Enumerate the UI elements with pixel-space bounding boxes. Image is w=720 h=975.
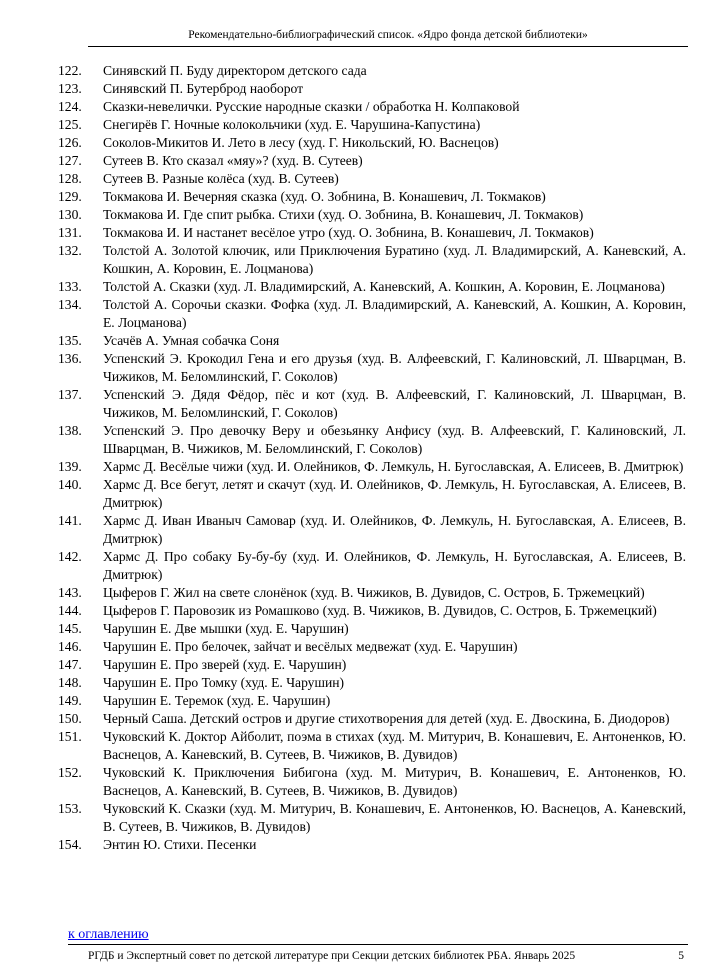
item-text: Синявский П. Бутерброд наоборот [103,81,304,96]
item-text: Хармс Д. Иван Иваныч Самовар (худ. И. Олейников, Ф. Лемкуль, Н. Бугославская, А. Елисеев, В. Дмитрюк) [103,513,686,546]
item-text: Токмакова И. Где спит рыбка. Стихи (худ. О. Зобнина, В. Конашевич, Л. Токмаков) [103,207,584,222]
item-number: 151. [58,729,82,744]
item-text: Толстой А. Золотой ключик, или Приключения Буратино (худ. Л. Владимирский, А. Каневский, А. Кошкин, А. Коровин, Е. Лоцманова) [103,243,686,276]
list-item [58,836,686,854]
list-item [58,170,686,188]
item-number: 140. [58,477,82,492]
item-text: Чарушин Е. Про зверей (худ. Е. Чарушин) [103,657,347,672]
list-item [58,116,686,134]
list-item [58,656,686,674]
item-number: 144. [58,603,82,618]
list-item [58,728,686,764]
item-text: Чуковский К. Приключения Бибигона (худ. М. Митурич, В. Конашевич, Е. Антоненков, Ю. Васнецов, А. Каневский, В. Сутеев, В. Чижиков, В. Дувидов) [103,765,686,798]
page-number: 5 [678,950,684,962]
header-title: Рекомендательно-библиографический список. «Ядро фонда детской библиотеки» [188,29,588,41]
item-number: 136. [58,351,82,366]
item-text: Сказки-невелички. Русские народные сказки / обработка Н. Колпаковой [103,99,520,114]
item-text: Успенский Э. Крокодил Гена и его друзья (худ. В. Алфеевский, Г. Калиновский, Л. Шварцман, В. Чижиков, М. Беломлинский, Г. Соколов) [103,351,686,384]
item-number: 149. [58,693,82,708]
item-text: Цыферов Г. Жил на свете слонёнок (худ. В. Чижиков, В. Дувидов, С. Остров, Б. Тржемецкий) [103,585,645,600]
list-item [58,458,686,476]
item-number: 141. [58,513,82,528]
list-item [58,674,686,692]
item-number: 122. [58,63,82,78]
item-text: Черный Саша. Детский остров и другие стихотворения для детей (худ. Е. Двоскина, Б. Диодоров) [103,711,670,726]
list-item [58,800,686,836]
item-number: 153. [58,801,82,816]
item-text: Токмакова И. И настанет весёлое утро (худ. О. Зобнина, В. Конашевич, Л. Токмаков) [103,225,594,240]
item-number: 126. [58,135,82,150]
item-text: Чарушин Е. Про Томку (худ. Е. Чарушин) [103,675,345,690]
list-item [58,278,686,296]
table-of-contents-link[interactable]: к оглавлению [68,927,149,942]
item-number: 146. [58,639,82,654]
item-number: 142. [58,549,82,564]
item-text: Хармс Д. Весёлые чижи (худ. И. Олейников, Ф. Лемкуль, Н. Бугославская, А. Елисеев, В. Дмитрюк) [103,459,684,474]
item-text: Токмакова И. Вечерняя сказка (худ. О. Зобнина, В. Конашевич, Л. Токмаков) [103,189,546,204]
list-item [58,476,686,512]
item-text: Толстой А. Сказки (худ. Л. Владимирский, А. Каневский, А. Кошкин, А. Коровин, Е. Лоцманова) [103,279,665,294]
item-number: 152. [58,765,82,780]
list-item [58,512,686,548]
item-text: Чуковский К. Сказки (худ. М. Митурич, В. Конашевич, Е. Антоненков, Ю. Васнецов, А. Каневский, В. Сутеев, В. Чижиков, В. Дувидов) [103,801,686,834]
item-text: Сутеев В. Кто сказал «мяу»? (худ. В. Сутеев) [103,153,363,168]
item-number: 137. [58,387,82,402]
item-text: Сутеев В. Разные колёса (худ. В. Сутеев) [103,171,339,186]
item-number: 125. [58,117,82,132]
item-number: 139. [58,459,82,474]
list-item [58,80,686,98]
list-item [58,332,686,350]
item-number: 130. [58,207,82,222]
item-number: 124. [58,99,82,114]
item-text: Синявский П. Буду директором детского сада [103,63,367,78]
list-item [58,602,686,620]
item-text: Снегирёв Г. Ночные колокольчики (худ. Е. Чарушина-Капустина) [103,117,481,132]
list-item [58,206,686,224]
list-item [58,548,686,584]
item-text: Толстой А. Сорочьи сказки. Фофка (худ. Л. Владимирский, А. Каневский, А. Кошкин, А. Коровин, Е. Лоцманова) [103,297,686,330]
item-number: 134. [58,297,82,312]
running-header [88,24,688,47]
footer-text: РГДБ и Экспертный совет по детской литературе при Секции детских библиотек РБА. Январь 2025 [88,950,576,962]
list-item [58,350,686,386]
list-item [58,620,686,638]
item-number: 123. [58,81,82,96]
item-number: 147. [58,657,82,672]
item-number: 145. [58,621,82,636]
item-text: Чуковский К. Доктор Айболит, поэма в стихах (худ. М. Митурич, В. Конашевич, Е. Антоненков, Ю. Васнецов, А. Каневский, В. Сутеев, В. Чижиков, В. Дувидов) [103,729,686,762]
item-text: Энтин Ю. Стихи. Песенки [103,837,257,852]
item-text: Чарушин Е. Про белочек, зайчат и весёлых медвежат (худ. Е. Чарушин) [103,639,518,654]
list-item [58,638,686,656]
list-item [58,296,686,332]
item-number: 154. [58,837,82,852]
list-item [58,62,686,80]
item-text: Хармс Д. Про собаку Бу-бу-бу (худ. И. Олейников, Ф. Лемкуль, Н. Бугославская, А. Елисеев, В. Дмитрюк) [103,549,686,582]
list-item [58,188,686,206]
running-footer [68,944,688,962]
item-text: Успенский Э. Про девочку Веру и обезьянку Анфису (худ. В. Алфеевский, Г. Калиновский, Л. Шварцман, В. Чижиков, М. Беломлинский, Г. Соколов) [103,423,686,456]
list-item [58,386,686,422]
list-item [58,710,686,728]
item-text: Соколов-Микитов И. Лето в лесу (худ. Г. Никольский, Ю. Васнецов) [103,135,499,150]
item-number: 127. [58,153,82,168]
item-number: 138. [58,423,82,438]
item-number: 143. [58,585,82,600]
item-number: 148. [58,675,82,690]
item-number: 133. [58,279,82,294]
item-text: Хармс Д. Все бегут, летят и скачут (худ. И. Олейников, Ф. Лемкуль, Н. Бугославская, А. Елисеев, В. Дмитрюк) [103,477,686,510]
bibliography-list [58,62,686,854]
list-item [58,242,686,278]
list-item [58,692,686,710]
list-item [58,584,686,602]
item-number: 129. [58,189,82,204]
item-text: Усачёв А. Умная собачка Соня [103,333,280,348]
item-text: Чарушин Е. Две мышки (худ. Е. Чарушин) [103,621,349,636]
list-item [58,98,686,116]
list-item [58,134,686,152]
item-number: 131. [58,225,82,240]
list-item [58,764,686,800]
item-number: 128. [58,171,82,186]
item-number: 150. [58,711,82,726]
list-item [58,152,686,170]
item-number: 135. [58,333,82,348]
item-number: 132. [58,243,82,258]
item-text: Цыферов Г. Паровозик из Ромашково (худ. В. Чижиков, В. Дувидов, С. Остров, Б. Тржемецкий) [103,603,657,618]
item-text: Чарушин Е. Теремок (худ. Е. Чарушин) [103,693,331,708]
item-text: Успенский Э. Дядя Фёдор, пёс и кот (худ. В. Алфеевский, Г. Калиновский, Л. Шварцман, В. Чижиков, М. Беломлинский, Г. Соколов) [103,387,686,420]
list-item [58,224,686,242]
list-item [58,422,686,458]
